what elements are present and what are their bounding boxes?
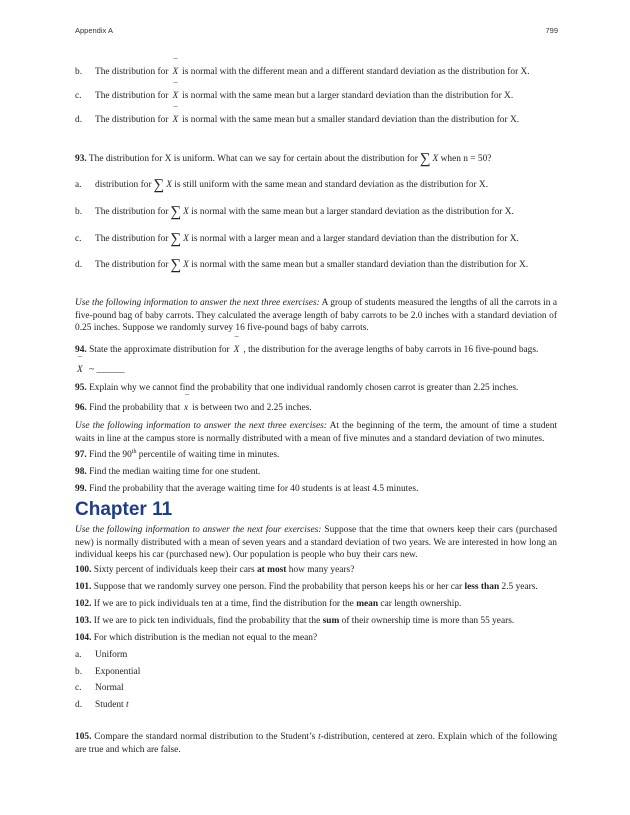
option-104b: b. Exponential [75,667,141,677]
option-93c: c. The distribution for ∑ X is normal with a larger mean and a larger standard deviation than the distribution for X. [75,231,519,247]
question-104: 104. For which distribution is the median not equal to the mean? [75,633,318,643]
option-93b: b. The distribution for ∑ X is normal with the same mean but a larger standard deviation as the distribution for X. [75,204,514,220]
answer-line-94: ¯ X ~ ______ [75,364,557,377]
option-92d: d. The distribution for¯ X is normal with the same mean but a smaller standard deviation than the distribution for X. [75,114,565,126]
chapter-title: Chapter 11 [75,499,173,520]
option-104a: a. Uniform [75,650,128,660]
question-98: 98. Find the median waiting time for one student. [75,467,261,477]
question-105: 105. Compare the standard normal distribution to the Student’s t-distribution, centered at zero. Explain which of the following are true and which are false. [75,732,558,755]
sum-symbol: ∑ [419,151,431,167]
question-96: 96. Find the probability that¯ x is between two and 2.25 inches. [75,402,557,415]
question-95: 95. Explain why we cannot find the probability that one individual randomly chosen carrot is greater than 2.25 inches. [75,383,519,393]
question-102: 102. If we are to pick individuals ten at a time, find the distribution for the mean car length ownership. [75,599,462,609]
instruction-cars: Use the following information to answer the next four exercises: Suppose that the time that owners keep their cars (purchased new) is normally distributed with a mean of seven years and a standard deviation of two years. We are interested in how long an individual keeps his car (purchased new). Our population is people who buy their cars new. [75,525,558,561]
option-93a: a. distribution for ∑ X is still uniform with the same mean and standard deviation as the distribution for X. [75,177,489,193]
question-101: 101. Suppose that we randomly survey one person. Find the probability that person keeps his or her car less than 2.5 years. [75,582,538,592]
instruction-waiting: Use the following information to answer the next three exercises: At the beginning of the term, the amount of time a student waits in line at the campus store is normally distributed with a mean of five minutes and a standard deviation of two minutes. [75,421,557,444]
option-92c: c. The distribution for¯ X is normal with the same mean but a larger standard deviation than the distribution for X. [75,90,565,102]
question-99: 99. Find the probability that the average waiting time for 40 students is at least 4.5 minutes. [75,484,419,494]
question-93: 93. The distribution for X is uniform. What can we say for certain about the distribution for ∑ X when n = 50? [75,151,492,167]
page-number: 799 [545,26,558,35]
option-93d: d. The distribution for ∑ X is normal with the same mean but a smaller standard deviation than the distribution for X. [75,257,529,273]
option-104d: d. Student t [75,700,129,710]
instruction-carrots: Use the following information to answer the next three exercises: A group of students measured the lengths of all the carrots in a five-pound bag of baby carrots. They calculated the average length of baby carrots to be 2.0 inches with a standard deviation of 0.25 inches. Suppose we randomly survey 16 five-pound bags of baby carrots. [75,298,557,334]
running-header: Appendix A [75,26,113,35]
option-104c: c. Normal [75,683,124,693]
question-94: 94. State the approximate distribution for¯ X , the distribution for the average lengths of baby carrots in 16 five-pound bags. [75,344,557,357]
option-92b: b. The distribution for¯ X is normal with the different mean and a different standard deviation as the distribution for X. [75,66,565,78]
question-100: 100. Sixty percent of individuals keep their cars at most how many years? [75,565,355,575]
question-97: 97. Find the 90th percentile of waiting time in minutes. [75,448,280,460]
question-103: 103. If we are to pick ten individuals, find the probability that the sum of their ownership time is more than 55 years. [75,616,515,626]
